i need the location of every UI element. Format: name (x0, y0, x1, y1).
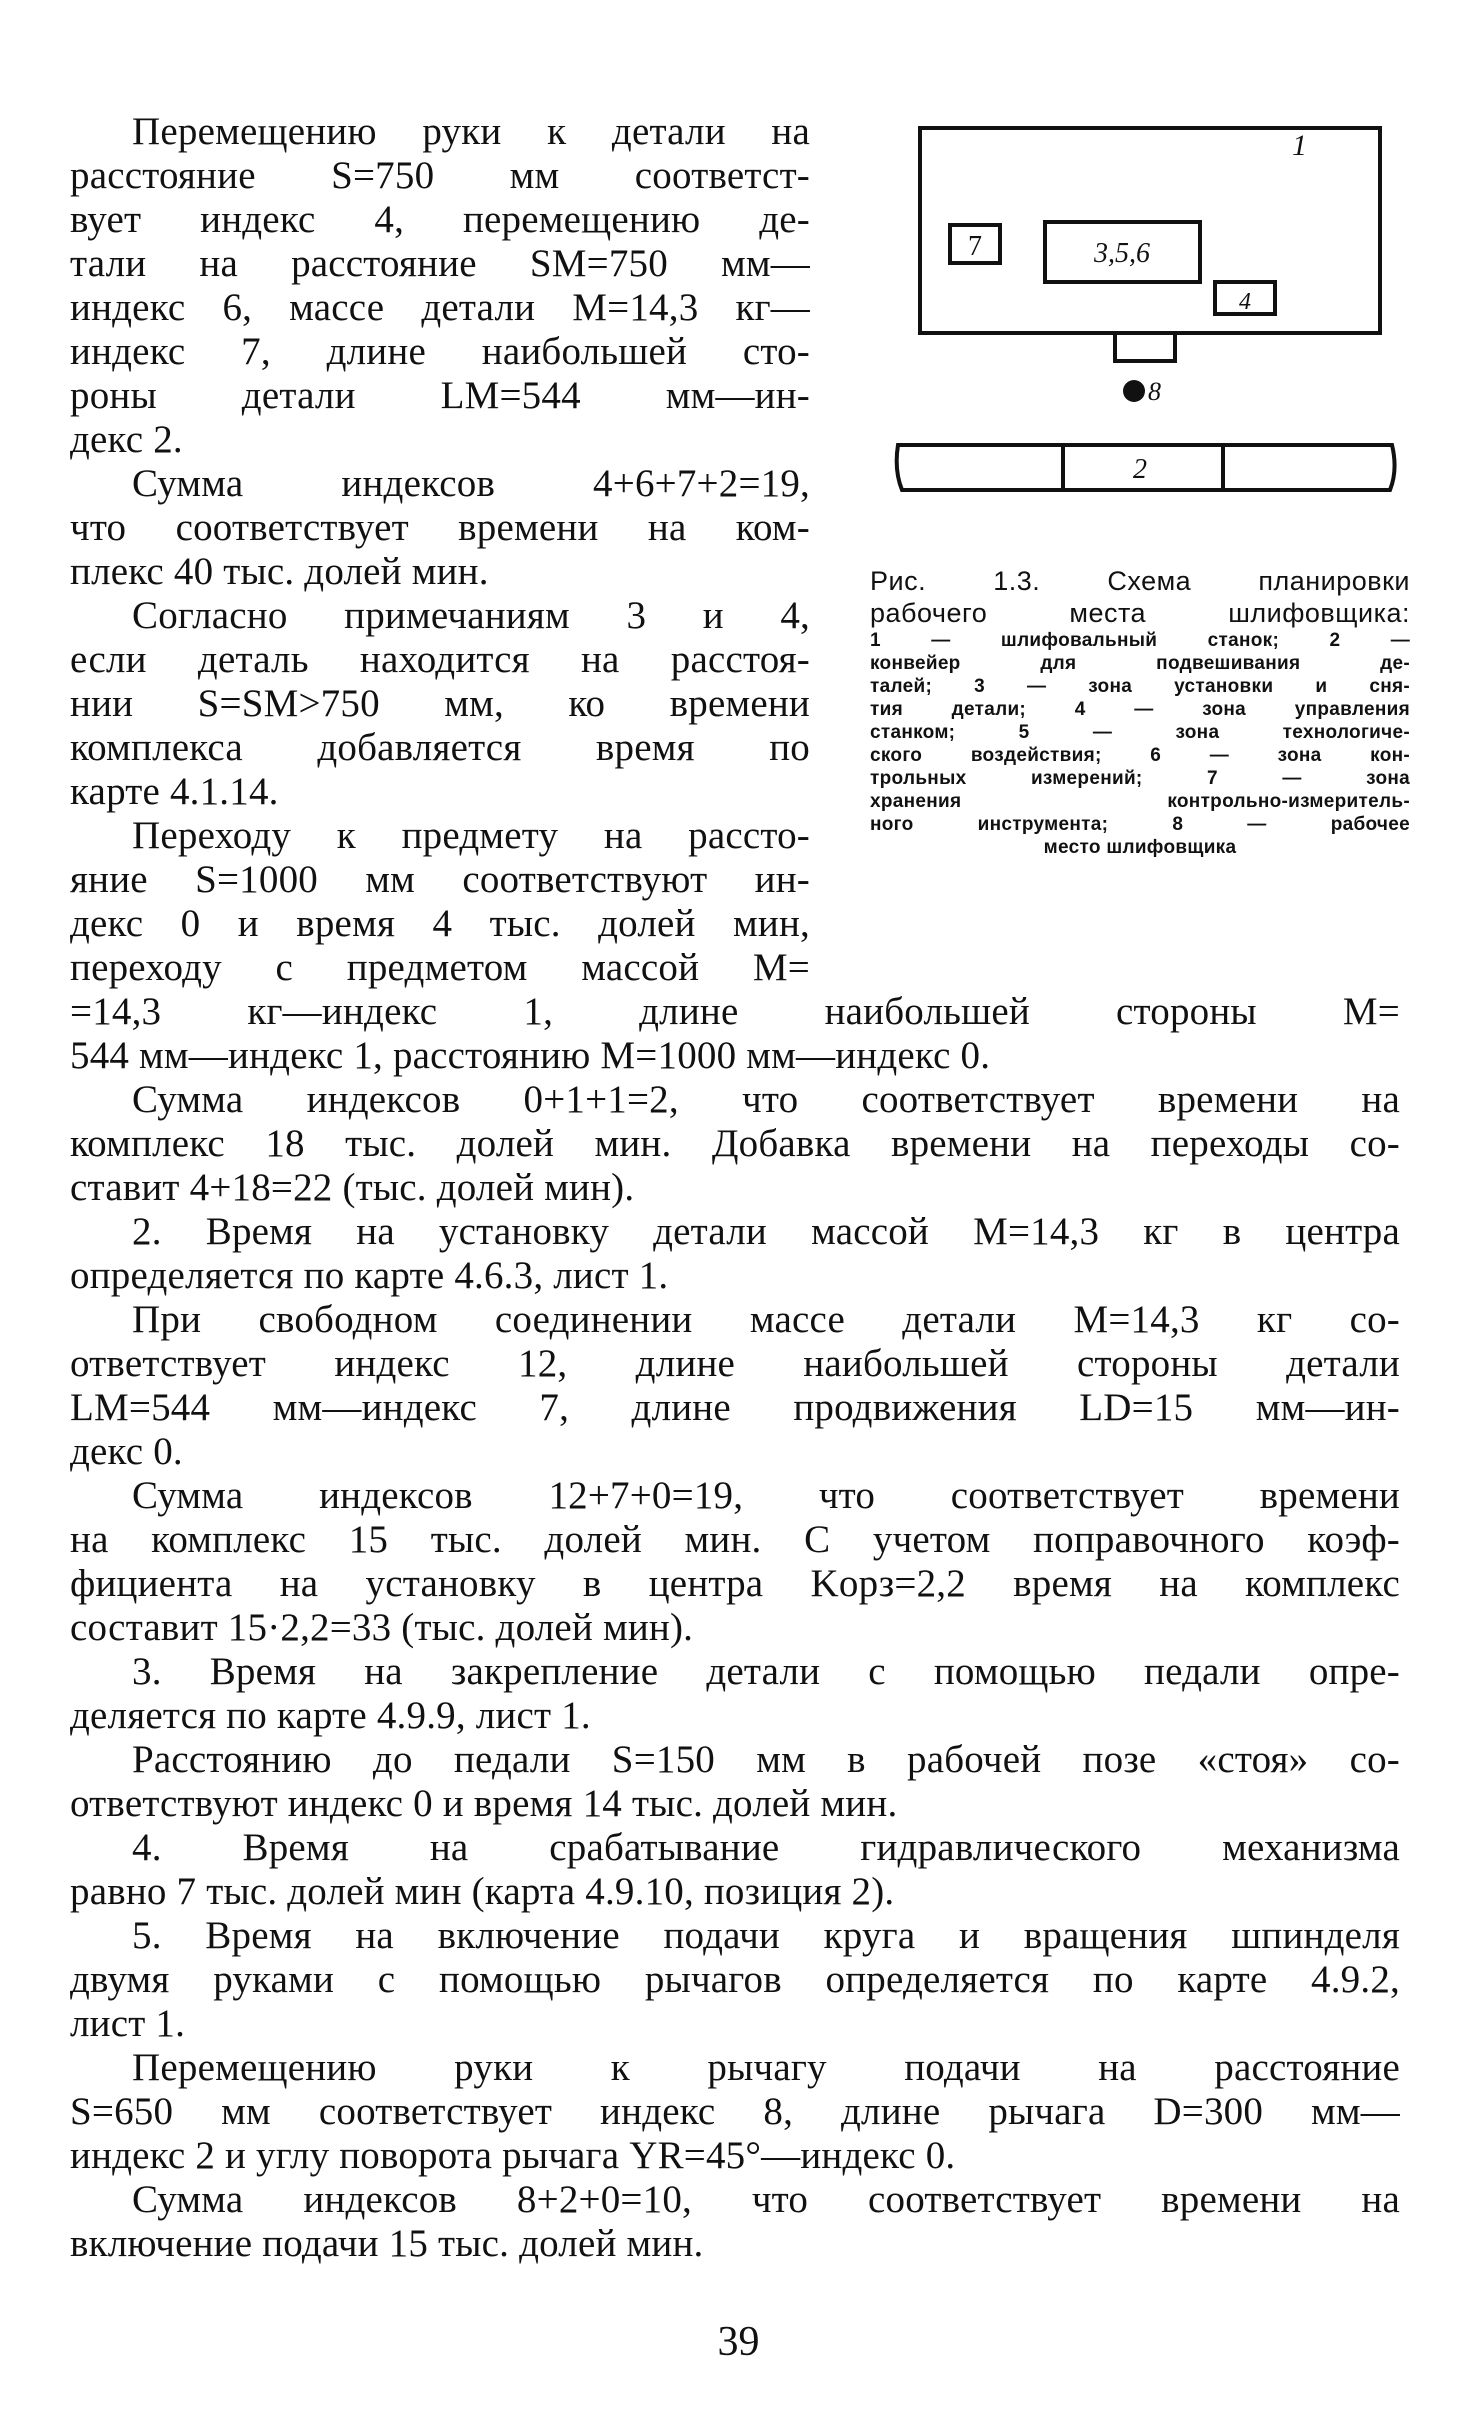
text-line: Сумма индексов 12+7+0=19, что соответствует времени (132, 1474, 1400, 1517)
caption-title-line: Рис. 1.3. Схема планировки (870, 566, 1410, 596)
caption-title-line: рабочего места шлифовщика: (870, 598, 1410, 628)
text-line: комплекс 18 тыс. долей мин. Добавка времени на переходы со- (70, 1122, 1400, 1165)
worker-position-icon (1123, 380, 1145, 402)
caption-line: 1 — шлифовальный станок; 2 — (870, 630, 1410, 651)
text-line: Сумма индексов 8+2+0=10, что соответствует времени на (132, 2178, 1400, 2221)
text-line: включение подачи 15 тыс. долей мин. (70, 2222, 704, 2265)
text-line: 4. Время на срабатывание гидравлического механизма (132, 1826, 1400, 1869)
text-line: индекс 7, длине наибольшей сто- (70, 330, 810, 373)
text-line: 2. Время на установку детали массой M=14,3 кг в центра (132, 1210, 1400, 1253)
text-line: =14,3 кг—индекс 1, длине наибольшей стороны M= (70, 990, 1400, 1033)
text-line: Перемещению руки к рычагу подачи на расстояние (132, 2046, 1400, 2089)
worker-position-label: 8 (1148, 377, 1161, 406)
text-line: на комплекс 15 тыс. долей мин. С учетом поправочного коэф- (70, 1518, 1400, 1561)
text-line: ответствует индекс 12, длине наибольшей стороны детали (70, 1342, 1400, 1385)
control-zone-label: 4 (1239, 289, 1251, 315)
caption-line: ного инструмента; 8 — рабочее (870, 814, 1410, 835)
text-line: что соответствует времени на ком- (70, 506, 810, 549)
text-line: ответствуют индекс 0 и время 14 тыс. долей мин. (70, 1782, 898, 1825)
text-line: декс 0. (70, 1430, 183, 1473)
text-line: составит 15·2,2=33 (тыс. долей мин). (70, 1606, 694, 1649)
text-line: декс 0 и время 4 тыс. долей мин, (70, 902, 810, 945)
text-line: 544 мм—индекс 1, расстоянию M=1000 мм—индекс 0. (70, 1034, 991, 1077)
machine-label: 1 (1292, 129, 1307, 162)
caption-line: тия детали; 4 — зона управления (870, 699, 1410, 720)
text-line: двумя руками с помощью рычагов определяется по карте 4.9.2, (70, 1958, 1400, 2001)
text-line: Сумма индексов 4+6+7+2=19, (132, 462, 810, 505)
workplace-layout-diagram (870, 110, 1410, 560)
text-line: 3. Время на закрепление детали с помощью педали опре- (132, 1650, 1400, 1693)
text-line: Расстоянию до педали S=150 мм в рабочей позе «стоя» со- (132, 1738, 1400, 1781)
text-line: расстояние S=750 мм соответст- (70, 154, 810, 197)
text-line: Согласно примечаниям 3 и 4, (132, 594, 810, 637)
page-number: 39 (717, 2319, 760, 2365)
text-line: роны детали LM=544 мм—ин- (70, 374, 810, 417)
caption-line: станком; 5 — зона технологиче- (870, 722, 1410, 743)
text-line: ставит 4+18=22 (тыс. долей мин). (70, 1166, 635, 1209)
text-line: LM=544 мм—индекс 7, длине продвижения LD=15 мм—ин- (70, 1386, 1400, 1429)
text-line: плекс 40 тыс. долей мин. (70, 550, 489, 593)
text-line: При свободном соединении массе детали M=14,3 кг со- (132, 1298, 1400, 1341)
text-line: Перемещению руки к детали на (132, 110, 810, 153)
text-line: S=650 мм соответствует индекс 8, длине рычага D=300 мм— (70, 2090, 1400, 2133)
storage-zone-label: 7 (968, 231, 982, 262)
text-line: деляется по карте 4.9.9, лист 1. (70, 1694, 591, 1737)
text-line: Переходу к предмету на рассто- (132, 814, 810, 857)
text-line: переходу с предметом массой M= (70, 946, 810, 989)
text-line: индекс 2 и углу поворота рычага YR=45°—индекс 0. (70, 2134, 956, 2177)
caption-line: хранения контрольно-измеритель- (870, 791, 1410, 812)
caption-line: ского воздействия; 6 — зона кон- (870, 745, 1410, 766)
text-line: комплекса добавляется время по (70, 726, 810, 769)
text-line: яние S=1000 мм соответствуют ин- (70, 858, 810, 901)
text-line: 5. Время на включение подачи круга и вращения шпинделя (132, 1914, 1400, 1957)
grinding-machine-outline (920, 128, 1380, 333)
figure-caption (870, 565, 1410, 859)
conveyor-label: 2 (1133, 454, 1147, 485)
text-line: нии S=SM>750 мм, ко времени (70, 682, 810, 725)
text-line: декс 2. (70, 418, 183, 461)
text-line: лист 1. (70, 2002, 186, 2045)
workplace-layout-figure (870, 110, 1410, 930)
text-line: фициента на установку в центра Kорз=2,2 время на комплекс (70, 1562, 1400, 1605)
caption-line: трольных измерений; 7 — зона (870, 768, 1410, 789)
caption-line: место шлифовщика (1043, 837, 1237, 858)
caption-line: конвейер для подвешивания де- (870, 653, 1410, 674)
text-line: Сумма индексов 0+1+1=2, что соответствует времени на (132, 1078, 1400, 1121)
text-line: равно 7 тыс. долей мин (карта 4.9.10, позиция 2). (70, 1870, 895, 1913)
text-line: карте 4.1.14. (70, 770, 279, 813)
text-line: индекс 6, массе детали M=14,3 кг— (70, 286, 810, 329)
text-line: определяется по карте 4.6.3, лист 1. (70, 1254, 669, 1297)
work-zones-label: 3,5,6 (1094, 238, 1150, 269)
text-line: если деталь находится на расстоя- (70, 638, 810, 681)
text-line: вует индекс 4, перемещению де- (70, 198, 810, 241)
machine-base-box (1115, 333, 1175, 361)
text-line: тали на расстояние SM=750 мм— (70, 242, 810, 285)
caption-line: талей; 3 — зона установки и сня- (870, 676, 1410, 697)
